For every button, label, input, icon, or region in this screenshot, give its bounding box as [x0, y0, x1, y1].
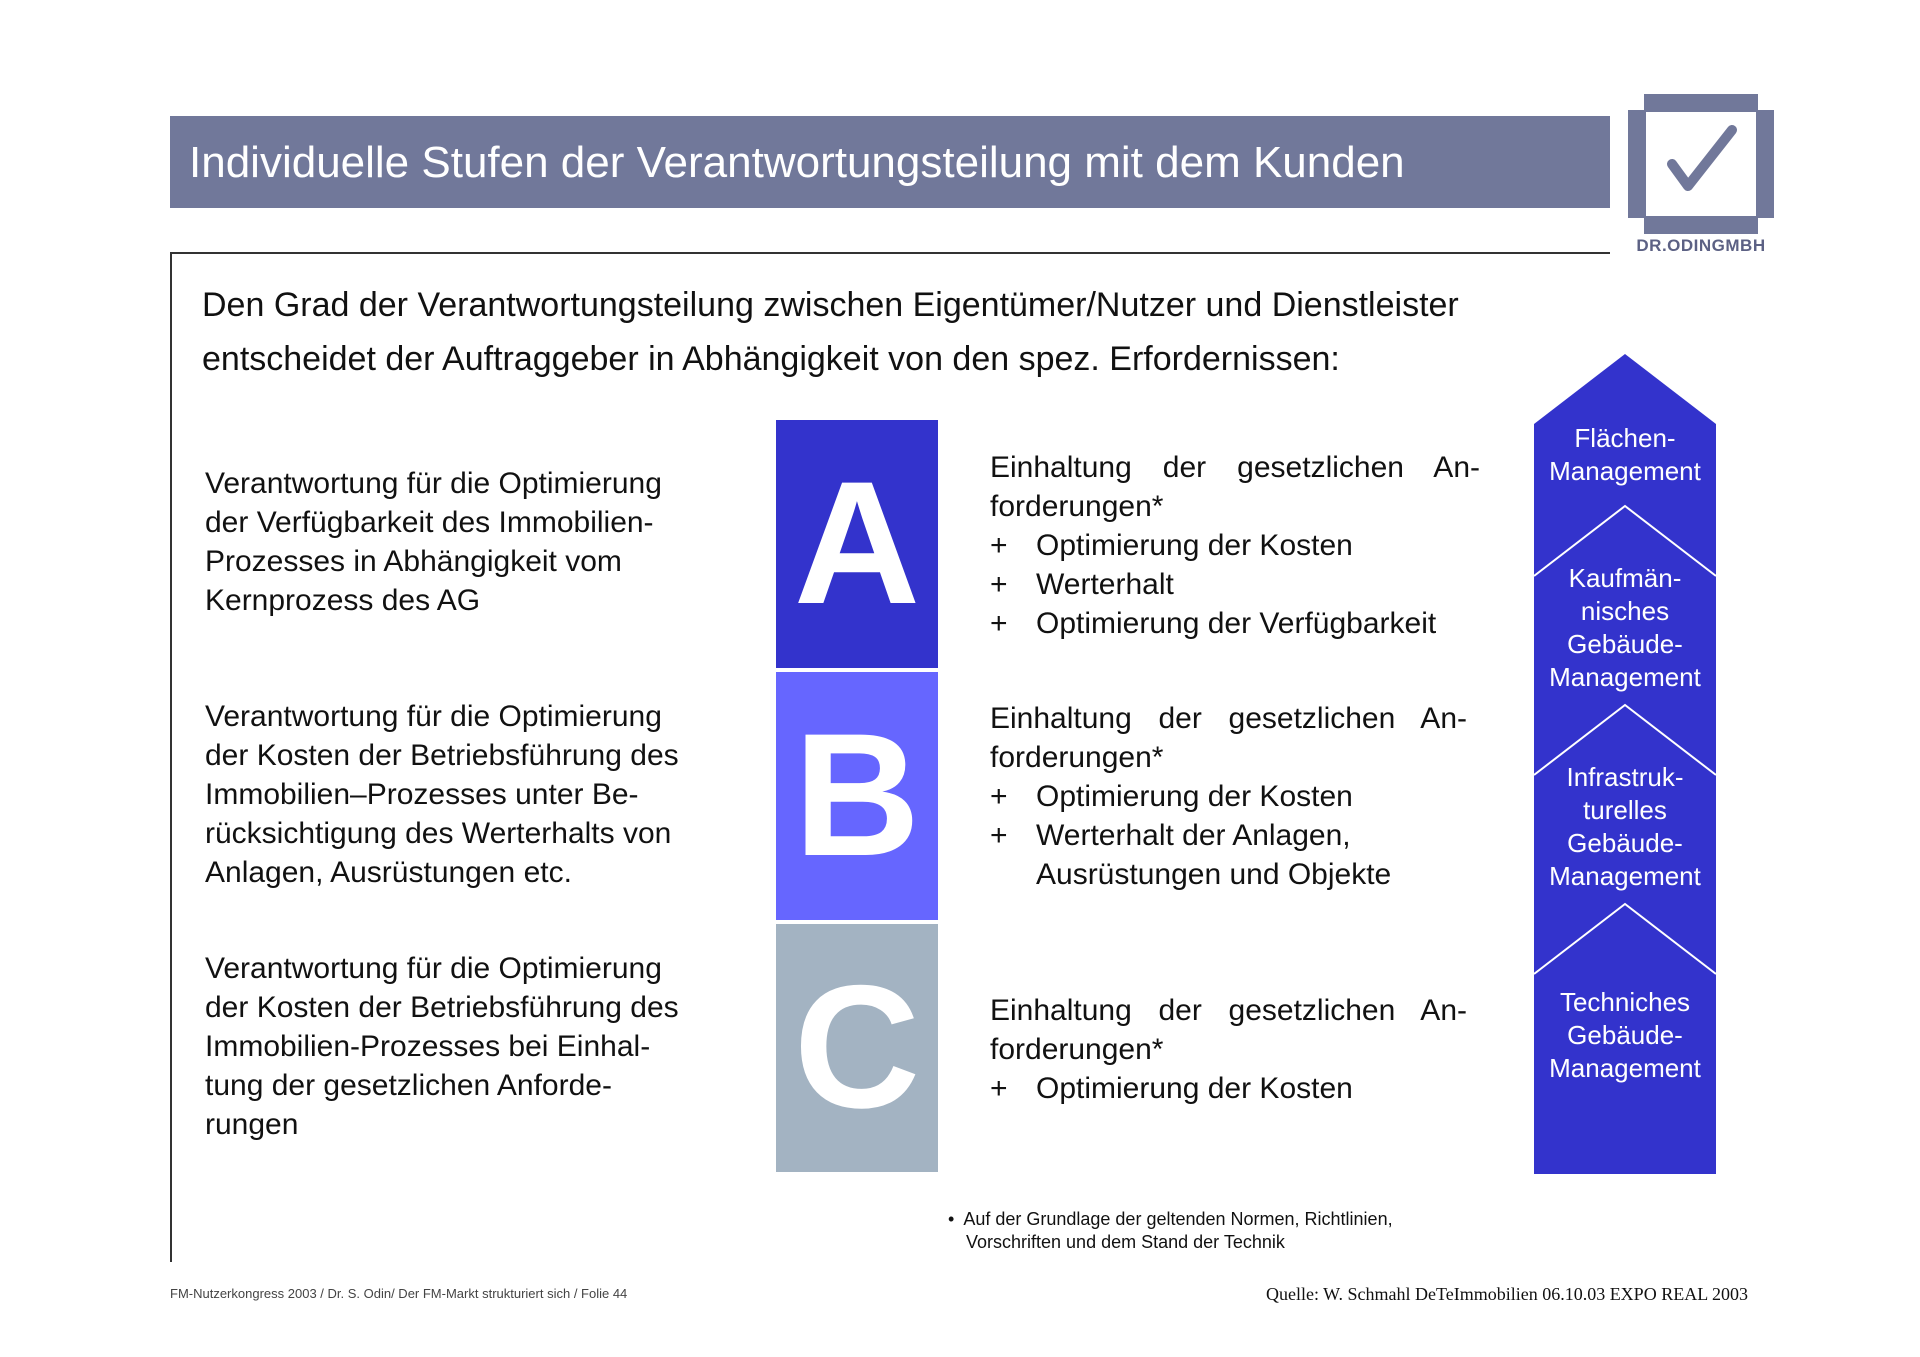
requirement-head: Einhaltung der gesetzlichen An- [990, 702, 1467, 735]
level-b-requirements [990, 699, 1480, 894]
checkmark-logo-icon [1628, 94, 1774, 234]
text-line: rungen [205, 1108, 299, 1141]
company-logo [1628, 94, 1774, 258]
label-line: Kaufmän- [1568, 563, 1682, 593]
label-line: Techniches [1559, 987, 1691, 1017]
text-line: der Verfügbarkeit des Immobilien- [205, 506, 654, 539]
label-line: Management [1549, 1053, 1701, 1083]
requirement-head: forderungen* [990, 490, 1164, 523]
requirement-head: forderungen* [990, 1033, 1164, 1066]
label-line: Gebäude- [1567, 828, 1683, 858]
page-title: Individuelle Stufen der Verantwortungsteilung mit dem Kunden [189, 138, 1405, 187]
requirement-item: + Optimierung der Kosten [990, 780, 1353, 813]
requirement-head: forderungen* [990, 741, 1164, 774]
text-line: Verantwortung für die Optimierung [205, 700, 662, 733]
level-b-responsibility [205, 697, 745, 892]
bullet-icon: • [948, 1209, 955, 1229]
label-line: Management [1549, 662, 1701, 692]
text-line: der Kosten der Betriebsführung des [205, 739, 679, 772]
level-c-letter: C [793, 950, 921, 1145]
footnote [948, 1208, 1468, 1254]
footnote-line: Vorschriften und dem Stand der Technik [966, 1232, 1285, 1252]
requirement-head: Einhaltung der gesetzlichen An- [990, 451, 1480, 484]
level-c-requirements [990, 991, 1480, 1108]
label-line: Infrastruk- [1566, 762, 1684, 792]
text-line: Verantwortung für die Optimierung [205, 952, 662, 985]
requirement-item: + Werterhalt der Anlagen, [990, 819, 1351, 852]
arrow-segment-label [1534, 761, 1716, 893]
requirement-item: + Optimierung der Verfügbarkeit [990, 607, 1437, 640]
text-line: Immobilien-Prozesses bei Einhal- [205, 1030, 651, 1063]
arrow-segment-label [1534, 986, 1716, 1085]
level-a-responsibility [205, 464, 745, 620]
requirement-item-continuation: Ausrüstungen und Objekte [1036, 858, 1392, 891]
arrow-segment-label [1534, 562, 1716, 694]
intro-line: entscheidet der Auftraggeber in Abhängigkeit von den spez. Erfordernissen: [202, 340, 1340, 378]
requirement-item: + Optimierung der Kosten [990, 1072, 1353, 1105]
text-line: Anlagen, Ausrüstungen etc. [205, 856, 572, 889]
label-line: Flächen- [1574, 423, 1676, 453]
level-a-box [776, 420, 938, 668]
text-line: tung der gesetzlichen Anforde- [205, 1069, 612, 1102]
label-line: turelles [1583, 795, 1667, 825]
title-bar [170, 116, 1610, 208]
text-line: Kernprozess des AG [205, 584, 481, 617]
text-line: Verantwortung für die Optimierung [205, 467, 662, 500]
requirement-head: Einhaltung der gesetzlichen An- [990, 994, 1467, 1027]
level-b-letter: B [793, 698, 921, 893]
content-divider-horizontal [170, 252, 1610, 254]
content-divider-vertical [170, 252, 172, 1262]
level-c-responsibility [205, 949, 745, 1144]
text-line: rücksichtigung des Werterhalts von [205, 817, 672, 850]
label-line: Gebäude- [1567, 629, 1683, 659]
intro-line: Den Grad der Verantwortungsteilung zwischen Eigentümer/Nutzer und Dienstleister [202, 286, 1459, 324]
arrow-segment-label [1534, 422, 1716, 488]
level-a-requirements [990, 448, 1480, 643]
requirement-item: + Werterhalt [990, 568, 1174, 601]
level-a-letter: A [793, 446, 921, 641]
text-line: Prozesses in Abhängigkeit vom [205, 545, 622, 578]
source-note: Quelle: W. Schmahl DeTeImmobilien 06.10.03 EXPO REAL 2003 [1266, 1284, 1749, 1304]
text-line: der Kosten der Betriebsführung des [205, 991, 679, 1024]
footer-citation: FM-Nutzerkongress 2003 / Dr. S. Odin/ Der FM-Markt strukturiert sich / Folie 44 [170, 1286, 628, 1301]
label-line: Management [1549, 861, 1701, 891]
requirement-item: + Optimierung der Kosten [990, 529, 1353, 562]
level-c-box [776, 924, 938, 1172]
label-line: Gebäude- [1567, 1020, 1683, 1050]
text-line: Immobilien–Prozesses unter Be- [205, 778, 639, 811]
footnote-line: • Auf der Grundlage der geltenden Normen, Richtlinien, [948, 1209, 1393, 1229]
logo-text: DR.ODINGMBH [1636, 236, 1766, 255]
intro-text [202, 278, 1622, 386]
label-line: Management [1549, 456, 1701, 486]
level-b-box [776, 672, 938, 920]
label-line: nisches [1580, 596, 1670, 626]
